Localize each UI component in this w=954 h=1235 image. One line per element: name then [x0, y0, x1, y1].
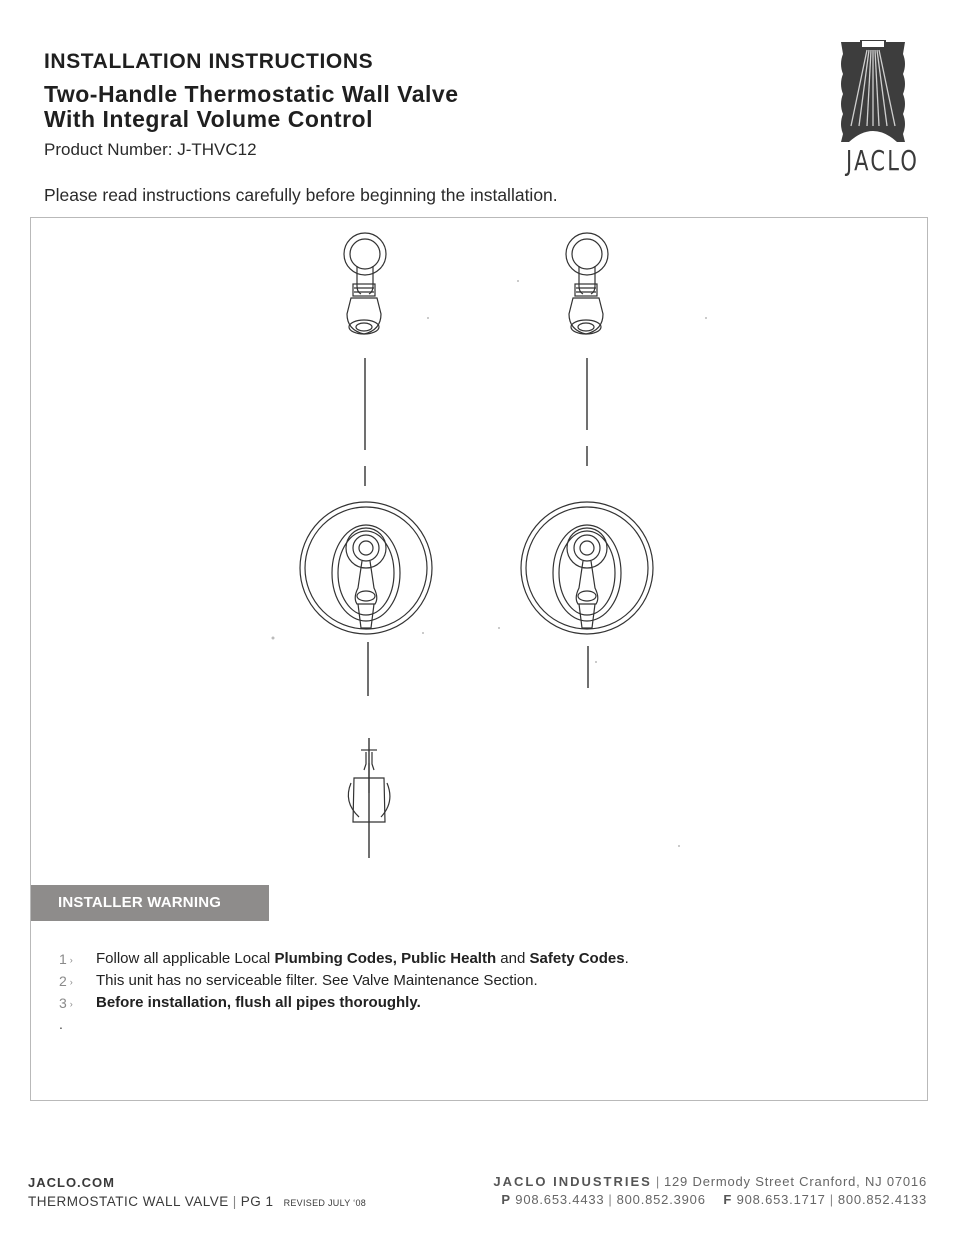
- instructions-panel: [30, 217, 928, 1101]
- product-number: Product Number: J-THVC12: [44, 140, 257, 159]
- footer-right: [493, 1173, 927, 1209]
- valve-diagram: [31, 218, 929, 878]
- warning-number: 2: [59, 973, 67, 989]
- chevron-right-icon: ›: [69, 999, 73, 1009]
- fax-number-2: 800.852.4133: [837, 1192, 927, 1207]
- warning-text-run: .: [624, 950, 629, 967]
- warning-text-run: and: [496, 950, 530, 967]
- jaclo-logo: [837, 40, 920, 180]
- shower-head-left: [344, 233, 386, 334]
- title-line-2: With Integral Volume Control: [44, 106, 373, 132]
- intro-text: Please read instructions carefully before beginning the installation.: [44, 185, 558, 205]
- document-line: THERMOSTATIC WALL VALVE | PG 1 REVISED JULY ‘08: [28, 1194, 367, 1209]
- company-line: JACLO INDUSTRIES | 129 Dermody Street Cranford, NJ 07016: [493, 1174, 927, 1189]
- document-name: THERMOSTATIC WALL VALVE: [28, 1194, 229, 1209]
- shower-head-right: [566, 233, 608, 334]
- document-header: [44, 50, 744, 160]
- scan-specks: [272, 280, 708, 847]
- website-link[interactable]: JACLO.COM: [28, 1175, 115, 1190]
- showerhead-logo-icon: [837, 40, 909, 144]
- valve-trim-right: [521, 502, 653, 634]
- trailing-period: .: [59, 1016, 63, 1032]
- contact-line: P 908.653.4433 | 800.852.3906 F 908.653.1717 | 800.852.4133: [501, 1192, 927, 1207]
- warning-item: [59, 992, 919, 1014]
- phone-number-2: 800.852.3906: [616, 1192, 706, 1207]
- warning-text-bold: Plumbing Codes, Public Health: [274, 950, 497, 967]
- warning-text: [96, 950, 629, 967]
- warning-text-run: This unit has no serviceable filter. See Valve Maintenance Section.: [96, 972, 538, 989]
- warning-text: [96, 972, 538, 989]
- page-number: PG 1: [240, 1194, 274, 1209]
- company-address: 129 Dermody Street Cranford, NJ 07016: [664, 1174, 927, 1189]
- title-line-1: Two-Handle Thermostatic Wall Valve: [44, 81, 459, 107]
- logo-text: JACLO: [846, 144, 920, 177]
- warning-text-run: Follow all applicable Local: [96, 950, 275, 967]
- valve-trim-left: [300, 502, 432, 634]
- phone-number: 908.653.4433: [515, 1192, 605, 1207]
- chevron-right-icon: ›: [69, 977, 73, 987]
- revised-date: REVISED JULY ‘08: [283, 1198, 367, 1208]
- phone-label: P: [501, 1192, 511, 1207]
- warning-list: [59, 948, 919, 1014]
- footer-left: [28, 1175, 366, 1212]
- installer-warning-heading: INSTALLER WARNING: [31, 885, 269, 921]
- document-label: INSTALLATION INSTRUCTIONS: [44, 50, 374, 73]
- company-name: JACLO INDUSTRIES: [493, 1174, 652, 1189]
- pipe-lines-right: [587, 358, 588, 688]
- warning-item: [59, 948, 919, 970]
- warning-text: [96, 994, 421, 1011]
- warning-text-bold: Before installation, flush all pipes thoroughly.: [96, 994, 421, 1011]
- warning-number: 3: [59, 995, 67, 1011]
- warning-number: 1: [59, 951, 67, 967]
- chevron-right-icon: ›: [69, 955, 73, 965]
- warning-item: [59, 970, 919, 992]
- warning-text-bold: Safety Codes: [529, 950, 625, 967]
- fax-number: 908.653.1717: [736, 1192, 826, 1207]
- fax-label: F: [723, 1192, 733, 1207]
- document-title: [44, 82, 744, 132]
